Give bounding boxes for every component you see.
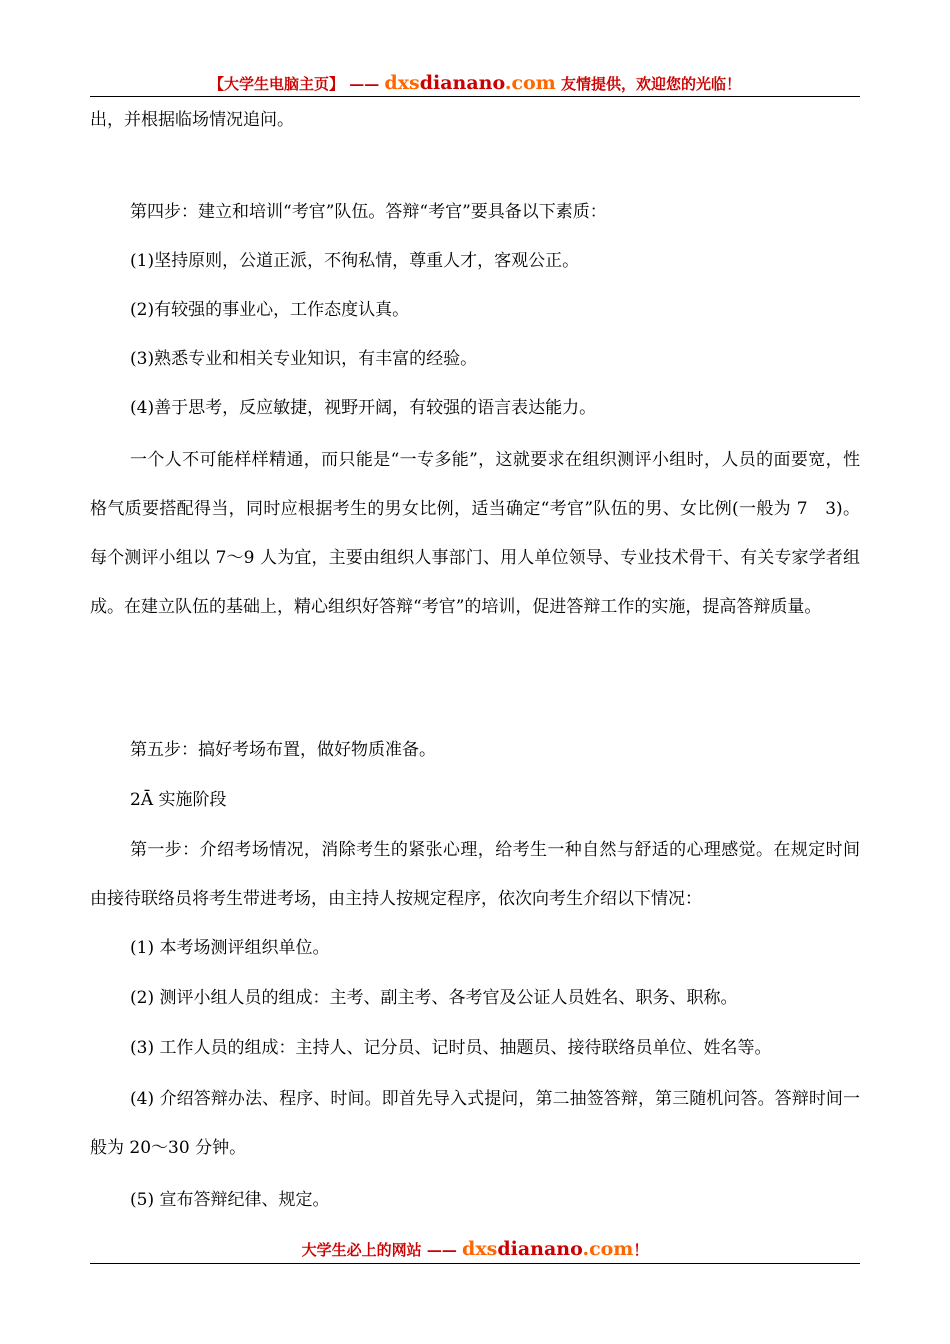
footer-suffix: ！ xyxy=(633,1241,649,1259)
paragraph: (1) 本考场测评组织单位。 xyxy=(130,938,330,958)
section-heading: 2Ā 实施阶段 xyxy=(130,790,227,810)
paragraph: (2) 测评小组人员的组成：主考、副主考、各考官及公证人员姓名、职务、职称。 xyxy=(130,988,738,1008)
paragraph: (2)有较强的事业心，工作态度认真。 xyxy=(130,300,410,320)
footer-rule xyxy=(90,1263,860,1264)
footer-site-c: .com xyxy=(582,1238,634,1260)
page-header xyxy=(90,70,860,96)
paragraph: (5) 宣布答辩纪律、规定。 xyxy=(130,1190,330,1210)
header-suffix: 友情提供，欢迎您的光临！ xyxy=(561,75,742,93)
footer-dash: —— xyxy=(426,1241,457,1259)
header-dash: —— xyxy=(349,75,380,93)
paragraph: 一个人不可能样样精通，而只能是“一专多能”，这就要求在组织测评小组时，人员的面要宽，性格气质要搭配得当，同时应根据考生的男女比例，适当确定“考官”队伍的男、女比例(一般为 7 3)。每个测评小组以 7～9 人为宜，主要由组织人事部门、用人单位领导、专业技术骨干、有关专家学者组成。在建立队伍的基础上，精心组织好答辩“考官”的培训，促进答辩工作的实施，提高答辩质量。 xyxy=(90,450,860,617)
paragraph: (4)善于思考，反应敏捷，视野开阔，有较强的语言表达能力。 xyxy=(130,398,597,418)
paragraph: 第一步：介绍考场情况，消除考生的紧张心理，给考生一种自然与舒适的心理感觉。在规定时间由接待联络员将考生带进考场，由主持人按规定程序，依次向考生介绍以下情况： xyxy=(90,840,860,909)
header-site-b: dianano xyxy=(419,72,505,94)
paragraph: 第四步：建立和培训“考官”队伍。答辩“考官”要具备以下素质： xyxy=(130,202,607,222)
page-footer xyxy=(90,1236,860,1262)
paragraph: 第五步：搞好考场布置，做好物质准备。 xyxy=(130,740,436,760)
header-site-c: .com xyxy=(504,72,556,94)
footer-site-link[interactable] xyxy=(462,1238,633,1260)
paragraph: 出，并根据临场情况追问。 xyxy=(90,110,294,130)
paragraph: (3)熟悉专业和相关专业知识，有丰富的经验。 xyxy=(130,349,478,369)
paragraph: (1)坚持原则，公道正派，不徇私情，尊重人才，客观公正。 xyxy=(130,251,580,271)
footer-site-b: dianano xyxy=(497,1238,583,1260)
paragraph: (3) 工作人员的组成：主持人、记分员、记时员、抽题员、接待联络员单位、姓名等。 xyxy=(130,1038,772,1058)
header-prefix: 【大学生电脑主页】 xyxy=(208,75,344,93)
footer-prefix: 大学生必上的网站 xyxy=(301,1241,422,1259)
footer-site-a: dxs xyxy=(462,1238,498,1260)
paragraph: (4) 介绍答辩办法、程序、时间。即首先导入式提问，第二抽签答辩，第三随机问答。答辩时间一般为 20～30 分钟。 xyxy=(90,1089,860,1158)
header-site-link[interactable] xyxy=(384,72,555,94)
header-site-a: dxs xyxy=(384,72,420,94)
